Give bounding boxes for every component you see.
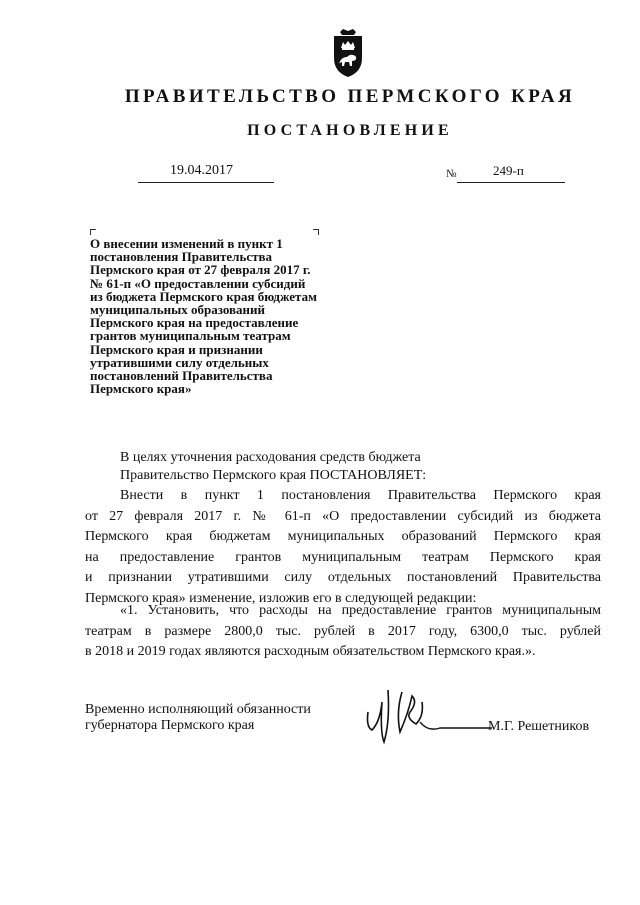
paragraph-line: и признании утратившими силу отдельных постановлений Правительства xyxy=(85,570,601,585)
subject-line: Пермского края» xyxy=(90,381,192,397)
document-number: 249-п xyxy=(493,163,524,178)
signatory-position xyxy=(85,702,311,734)
subject-line: муниципальных образований xyxy=(90,302,266,318)
subject-line: О внесении изменений в пункт 1 xyxy=(90,236,283,251)
paragraph-line: на предоставление грантов муниципальным театрам Пермского края xyxy=(85,549,601,565)
subject-line: утратившими силу отдельных xyxy=(90,354,269,370)
paragraph-line: Пермского края бюджетам муниципальных образований Пермского края xyxy=(85,529,601,544)
subject-line: грантов муниципальным театрам xyxy=(90,328,291,344)
document-date: 19.04.2017 xyxy=(170,163,233,178)
subject-line: из бюджета Пермского края бюджетам xyxy=(90,288,317,304)
number-sign: № xyxy=(446,168,457,180)
paragraph-line: Пермского края» изменение, изложив его в следующей редакции: xyxy=(85,590,477,606)
subject-line: № 61-п «О предоставлении субсидий xyxy=(90,275,306,291)
perm-krai-coat-of-arms-icon xyxy=(328,28,368,78)
signatory-position-line: губернатора Пермского края xyxy=(85,718,255,733)
paragraph-line: Правительство Пермского края ПОСТАНОВЛЯЕТ: xyxy=(120,468,427,483)
paragraph-line: «1. Установить, что расходы на предоставление грантов муниципальным xyxy=(120,603,601,618)
subject-line: Пермского края и признании xyxy=(90,341,263,357)
subject-line: постановления Правительства xyxy=(90,249,272,265)
paragraph-line: театрам в размере 2800,0 тыс. рублей в 2017 году, 6300,0 тыс. рублей xyxy=(85,623,601,639)
paragraph-amendment xyxy=(85,486,601,609)
subject-line: Пермского края на предоставление xyxy=(90,315,299,331)
paragraph-resolves xyxy=(85,466,601,487)
paragraph-line: от 27 февраля 2017 г. № 61-п «О предоставлении субсидий из бюджета xyxy=(85,508,601,524)
signatory-position-line: Временно исполняющий обязанности xyxy=(85,702,311,717)
government-title: ПРАВИТЕЛЬСТВО ПЕРМСКОГО КРАЯ xyxy=(124,86,576,107)
document-type: ПОСТАНОВЛЕНИЕ xyxy=(247,122,453,139)
subject-bracket-left xyxy=(90,229,96,235)
paragraph-line: в 2018 и 2019 годах являются расходным обязательством Пермского края.». xyxy=(85,644,536,659)
subject-line: постановлений Правительства xyxy=(90,368,273,384)
subject-bracket-right xyxy=(313,229,319,235)
handwritten-signature xyxy=(360,672,500,762)
paragraph-line: В целях уточнения расходования средств бюджета xyxy=(120,450,421,465)
paragraph-line: Внести в пункт 1 постановления Правительства Пермского края xyxy=(120,488,601,503)
subject-line: Пермского края от 27 февраля 2017 г. xyxy=(90,262,311,278)
signatory-name: М.Г. Решетников xyxy=(488,719,590,734)
document-subject xyxy=(90,237,390,395)
paragraph-new-wording xyxy=(85,601,601,663)
